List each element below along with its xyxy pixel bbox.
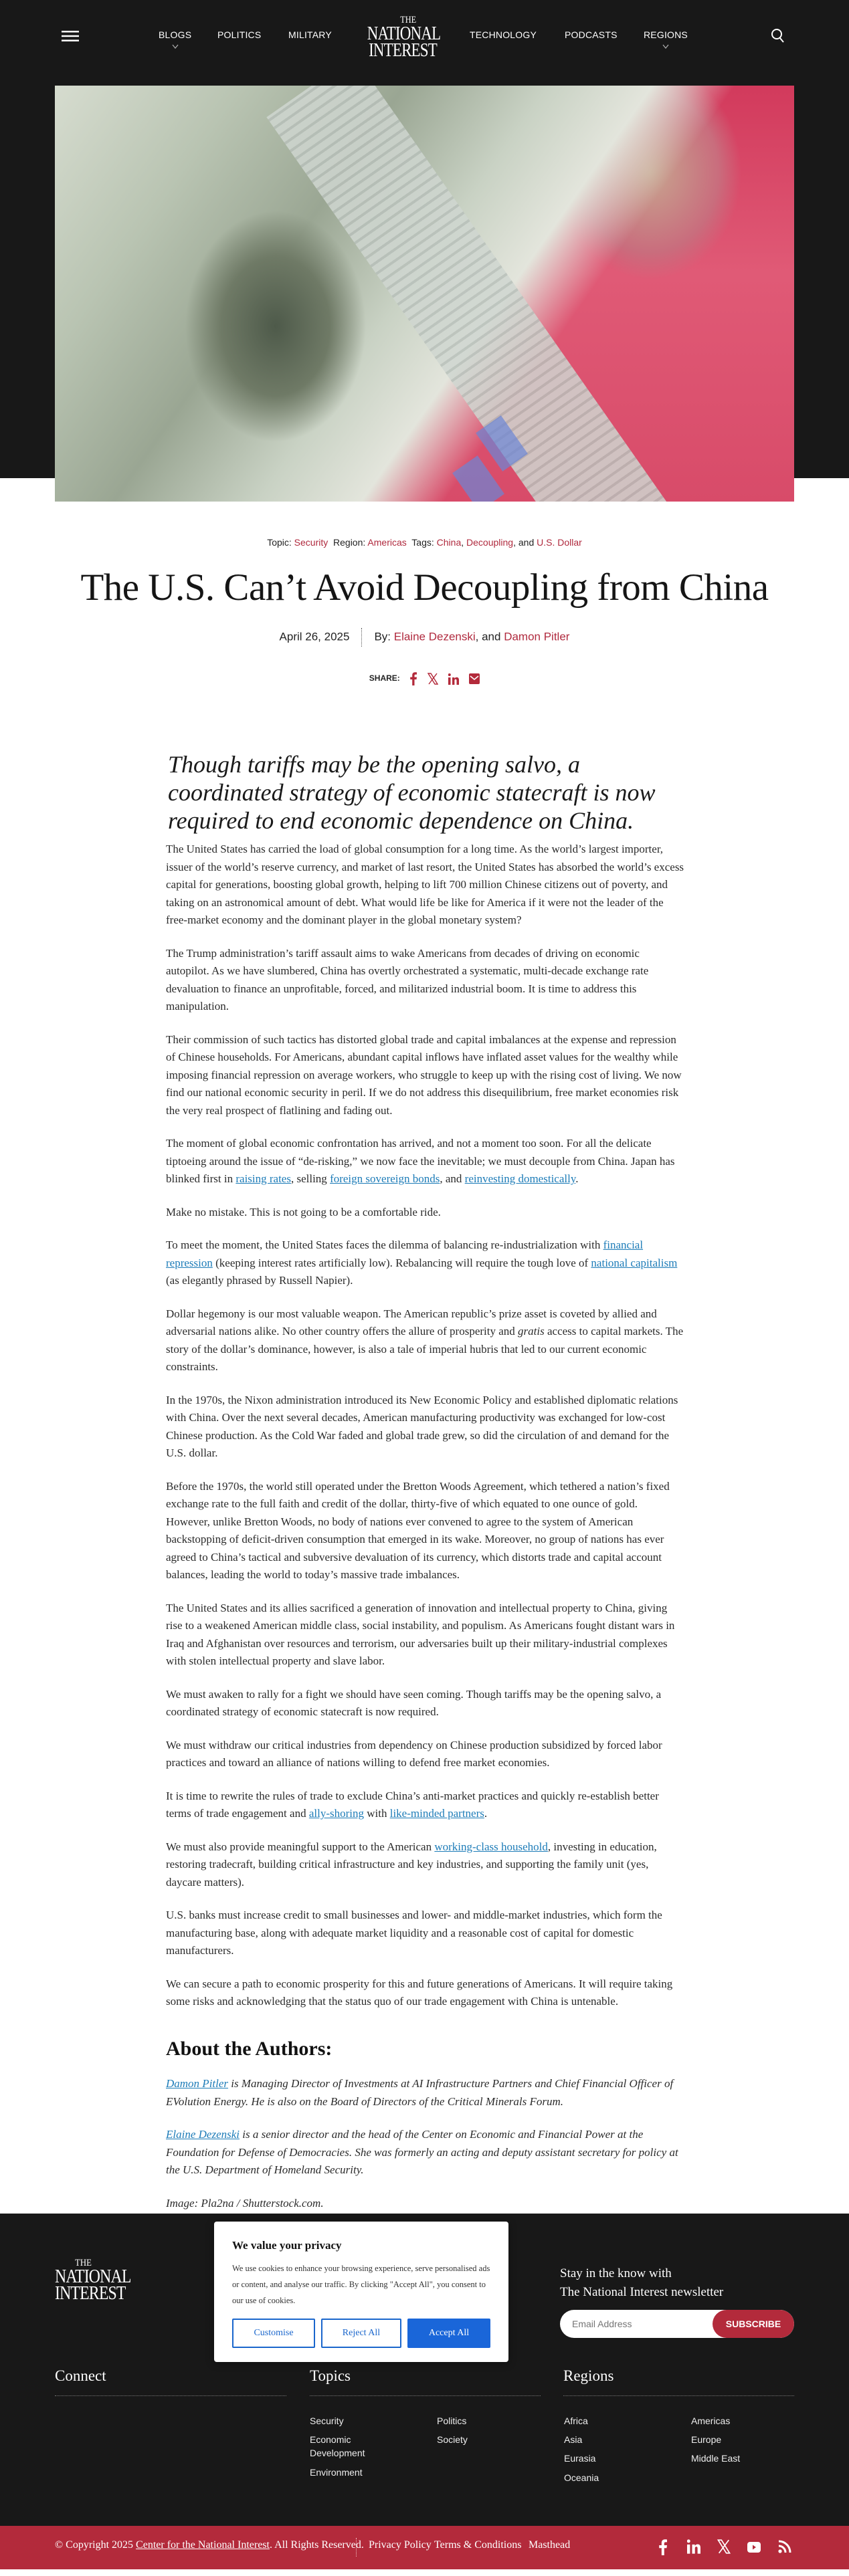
customise-button[interactable]: Customise: [232, 2319, 315, 2348]
footer-region-link[interactable]: Asia: [564, 2434, 583, 2445]
about-authors-heading: About the Authors:: [166, 2037, 333, 2060]
privacy-policy-link[interactable]: Privacy Policy: [369, 2539, 432, 2551]
article-paragraph: [166, 1135, 684, 1188]
logo-line: INTEREST: [369, 39, 437, 61]
tag-separator: , and: [513, 537, 535, 548]
divider: [361, 628, 362, 647]
main-nav: [0, 0, 849, 86]
newsletter-line: Stay in the know with: [560, 2266, 672, 2280]
newsletter-form: [560, 2310, 794, 2338]
footer-topic-link[interactable]: Security: [310, 2416, 344, 2426]
footer-region-link[interactable]: Middle East: [691, 2453, 741, 2464]
author-bio: [166, 2075, 684, 2111]
nav-technology[interactable]: TECHNOLOGY: [470, 29, 537, 40]
regions-heading: Regions: [563, 2367, 614, 2384]
paragraph-text: We must withdraw our critical industries from dependency on Chinese production subsidized by forced labor practices and toward an alliance of nations willing to defend free market economies.: [166, 1738, 662, 1769]
paragraph-text: U.S. banks must increase credit to small businesses and lower- and middle-market industries, which form the manufacturing base, along with adequate market liquidity and a reasonable cost of capital for domestic manufacturers.: [166, 1909, 662, 1957]
article-link[interactable]: ally-shoring: [308, 1807, 364, 1820]
footer-topic-link[interactable]: Economic: [310, 2434, 351, 2445]
paragraph-text: The Trump administration’s tariff assault aims to wake Americans from decades of driving on economic autopilot. As we have slumbered, China has overtly orchestrated a systematic, multi-decade exchange rate devaluation to finance an unprofitable, forced, and militarized industrial boom. It is time to address this manipulation.: [166, 946, 649, 1012]
article-link[interactable]: national capitalism: [591, 1256, 678, 1269]
author-bio: [166, 2195, 684, 2213]
footer-topic-link[interactable]: Politics: [437, 2416, 467, 2426]
tag-link[interactable]: U.S. Dollar: [537, 537, 582, 548]
paragraph-text: To meet the moment, the United States faces the dilemma of balancing re-industrialization with: [166, 1239, 603, 1251]
topics-heading: Topics: [310, 2367, 351, 2384]
footer-topic-link[interactable]: Environment: [310, 2467, 363, 2478]
author-link[interactable]: Damon Pitler: [504, 630, 570, 643]
paragraph-text: access to capital markets. The story of the dollar’s dominance, however, is also a tale of imperial hubris that led to our current economic constraints.: [166, 1325, 684, 1373]
paragraph-text: , selling: [290, 1172, 331, 1185]
author-bio: [166, 2126, 684, 2179]
article-body: [166, 841, 684, 2228]
footer-bottom-bar: [0, 2526, 849, 2569]
nav-regions[interactable]: [644, 29, 688, 40]
tag-separator: ,: [461, 537, 464, 548]
article-paragraph: [166, 1204, 684, 1222]
region-label: Region:: [333, 537, 366, 548]
paragraph-text: Their commission of such tactics has distorted global trade and capital imbalances at the expense and repression of Chinese households. For Americans, abundant capital inflows have inflated asset values for the wealthy while imposing financial repression on average workers, who struggle to keep up with the rising cost of living. We now find our national economic security in peril. If we do not address this disequilibrium, free market economies risk the very real prospect of flatlining and fading out.: [166, 1033, 682, 1117]
cookie-consent-dialog: [214, 2222, 508, 2362]
footer-logo[interactable]: [55, 2258, 131, 2304]
paragraph-text: Image: Pla2na / Shutterstock.com.: [166, 2196, 324, 2210]
topic-label: Topic:: [267, 537, 292, 548]
article-paragraph: [166, 1478, 684, 1584]
article-paragraph: [166, 1788, 684, 1823]
paragraph-text: is a senior director and the head of the Center on Economic and Financial Power at the Foundation for Defense of Democracies. She was formerly an acting and deputy assistant secretary for policy at the U.S. Department of Homeland Security.: [166, 2128, 678, 2176]
emphasis-text: gratis: [518, 1325, 545, 1337]
nav-politics[interactable]: POLITICS: [217, 29, 262, 40]
cookie-message: We use cookies to enhance your browsing experience, serve personalised ads or content, and analyse our traffic. By clicking "Accept All", you consent to our use of cookies.: [232, 2264, 490, 2305]
share-label: SHARE:: [369, 673, 400, 683]
cookie-title: We value your privacy: [232, 2239, 342, 2252]
paragraph-text: .: [575, 1172, 579, 1185]
facebook-icon[interactable]: [659, 2539, 667, 2555]
paragraph-text: We must also provide meaningful support to the American: [166, 1840, 435, 1853]
share-bar: [0, 672, 849, 685]
author-bios: [166, 2075, 684, 2212]
paragraph-text: Before the 1970s, the world still operated under the Bretton Woods Agreement, which tethered a nation’s fixed exchange rate to the full faith and credit of the dollar, thirty-five of which equated to one ounce of gold. However, unlike Bretton Woods, no body of nations ever convened to agree to the system of American backstopping of deficit-driven consumption that emerged in its wake. Moreover, no group of nations has ever agreed to China’s tactical and subversive devaluation of its currency, which distorts trade and capital account balances, leading the world to today’s massive trade imbalances.: [166, 1479, 670, 1581]
paragraph-text: We can secure a path to economic prosperity for this and future generations of Americans. It will require taking some risks and acknowledging that the status quo of our trade engagement with China is untenable.: [166, 1977, 673, 2008]
article-link[interactable]: working-class household: [434, 1840, 548, 1853]
masthead-link[interactable]: Masthead: [529, 2539, 571, 2551]
article-paragraph: [166, 841, 684, 930]
article-paragraph: [166, 1392, 684, 1463]
article-lede: Though tariffs may be the opening salvo, a coordinated strategy of economic statecraft is now required to end economic dependence on China.: [168, 751, 656, 834]
divider: [356, 2538, 357, 2557]
paragraph-text: The United States and its allies sacrificed a generation of innovation and intellectual property to China, giving rise to a weakened American middle class, social instability, and populism. As Americans fought distant wars in Iraq and Afghanistan over resources and terrorism, our adversaries built up their military-industrial complexes with stolen intellectual property and slave labor.: [166, 1601, 675, 1667]
paragraph-text: with: [363, 1807, 390, 1820]
paragraph-text: (keeping interest rates artificially low). Rebalancing will require the tough love of: [212, 1256, 591, 1269]
logo-line: INTEREST: [55, 2282, 126, 2304]
article-paragraph: [166, 1237, 684, 1290]
paragraph-text: It is time to rewrite the rules of trade to exclude China’s anti-market practices and quickly re-establish better terms of trade engagement and: [166, 1789, 659, 1820]
article-byline: [0, 628, 849, 647]
site-logo[interactable]: [367, 16, 439, 59]
footer-region-link[interactable]: Eurasia: [564, 2453, 596, 2464]
facebook-icon[interactable]: [410, 672, 417, 685]
copyright-text: . All Rights Reserved.: [269, 2539, 364, 2551]
footer-region-link[interactable]: Europe: [691, 2434, 722, 2445]
author-separator: , and: [475, 630, 501, 643]
author-link[interactable]: Elaine Dezenski: [393, 630, 476, 643]
paragraph-text: .: [484, 1807, 488, 1820]
hamburger-menu-icon[interactable]: [62, 31, 79, 41]
paragraph-text: Make no mistake. This is not going to be a comfortable ride.: [166, 1205, 441, 1218]
publish-date: April 26, 2025: [279, 630, 350, 643]
paragraph-text: We must awaken to rally for a fight we should have seen coming. Though tariffs may be the opening salvo, a coordinated strategy of economic statecraft is now required.: [166, 1687, 662, 1718]
tag-link[interactable]: China: [436, 537, 462, 548]
divider: [310, 2395, 541, 2396]
article-paragraph: [166, 1838, 684, 1892]
divider: [563, 2395, 794, 2396]
youtube-icon[interactable]: [747, 2542, 761, 2553]
newsletter-line: The National Interest newsletter: [560, 2285, 724, 2299]
article-link[interactable]: reinvesting domestically: [464, 1172, 576, 1185]
chevron-down-icon: [662, 44, 669, 49]
x-twitter-icon[interactable]: [428, 673, 438, 685]
terms-link[interactable]: Terms & Conditions: [434, 2539, 522, 2551]
cfni-link[interactable]: Center for the National Interest: [136, 2539, 270, 2551]
email-input[interactable]: [560, 2310, 721, 2338]
article-link[interactable]: financial repression: [166, 1239, 644, 1269]
reject-all-button[interactable]: Reject All: [321, 2319, 401, 2348]
article-paragraph: [166, 1686, 684, 1721]
paragraph-text: is Managing Director of Investments at AI Infrastructure Partners and Chief Financial Officer of EVolution Energy. He is also on the Board of Directors of the Critical Minerals Forum.: [166, 2077, 674, 2108]
footer-region-link[interactable]: Americas: [691, 2416, 731, 2426]
subscribe-button[interactable]: SUBSCRIBE: [713, 2310, 794, 2338]
search-icon[interactable]: [771, 28, 785, 44]
divider: [55, 2395, 286, 2396]
nav-label: REGIONS: [644, 29, 688, 40]
article-paragraph: [166, 1600, 684, 1671]
article-paragraphs: [166, 841, 684, 2011]
article-paragraph: [166, 1975, 684, 2011]
hero-image-dollar-yuan: [55, 86, 794, 502]
nav-label: BLOGS: [159, 29, 192, 40]
paragraph-text: The United States has carried the load of global consumption for a long time. As the world’s largest importer, issuer of the world’s reserve currency, and market of last resort, the United States has absorbed the world’s excess capital for generations, boosting global growth, helping to lift 700 million Chinese citizens out of poverty, and taking on an astronomical amount of debt. What would life be like for America if it were not the leader of the free-market economy and the dominant player in the global monetary system?: [166, 843, 684, 926]
rss-icon[interactable]: [778, 2539, 791, 2554]
paragraph-text: The moment of global economic confrontation has arrived, and not a moment too soon. For all the delicate tiptoeing around the issue of “de-risking,” we now face the inevitable; we must decouple from China. Japan has blinked first in: [166, 1137, 675, 1185]
email-icon[interactable]: [469, 673, 480, 684]
tag-link[interactable]: Decoupling: [466, 537, 514, 548]
article-paragraph: [166, 1737, 684, 1772]
newsletter-prompt: [560, 2264, 723, 2302]
article-paragraph: [166, 1305, 684, 1376]
linkedin-icon[interactable]: [448, 673, 459, 685]
article-title: The U.S. Can’t Avoid Decoupling from China: [80, 566, 769, 609]
paragraph-text: Dollar hegemony is our most valuable weapon. The American republic’s prize asset is coveted by allied and adversarial nations alike. No other country offers the allure of prosperity and: [166, 1307, 657, 1337]
footer-topic-link[interactable]: Society: [437, 2434, 468, 2445]
cookie-buttons: [232, 2319, 490, 2348]
paragraph-text: In the 1970s, the Nixon administration introduced its New Economic Policy and established diplomatic relations with China. Over the next several decades, American manufacturing productivity was exchanged for low-cost Chinese production. As the Cold War faded and global trade grew, so did the circulation of and demand for the U.S. dollar.: [166, 1393, 678, 1459]
chevron-down-icon: [172, 44, 179, 49]
footer-region-link[interactable]: Oceania: [564, 2472, 599, 2483]
region-link[interactable]: Americas: [367, 537, 407, 548]
paragraph-text: (as elegantly phrased by Russell Napier).: [166, 1274, 353, 1287]
copyright: [55, 2539, 364, 2551]
article-taxonomy: [0, 537, 849, 548]
article-paragraph: [166, 1031, 684, 1120]
article-paragraph: [166, 1907, 684, 1960]
topic-link[interactable]: Security: [294, 537, 328, 548]
tags-label: Tags:: [411, 537, 434, 548]
article-link[interactable]: Elaine Dezenski: [166, 2128, 240, 2141]
nav-military[interactable]: MILITARY: [288, 29, 332, 40]
logo-line: THE: [400, 15, 417, 25]
article-link[interactable]: like-minded partners: [389, 1807, 484, 1820]
nav-podcasts[interactable]: PODCASTS: [565, 29, 618, 40]
by-label: By:: [374, 630, 391, 643]
article-link[interactable]: foreign sovereign bonds: [330, 1172, 440, 1185]
paragraph-text: , investing in education, restoring tradecraft, building critical infrastructure and key industries, and supporting the family unit (yes, daycare matters).: [166, 1840, 657, 1889]
copyright-text: © Copyright 2025: [55, 2539, 136, 2551]
connect-heading: Connect: [55, 2367, 106, 2384]
article-link[interactable]: Damon Pitler: [166, 2077, 229, 2090]
article-paragraph: [166, 945, 684, 1016]
paragraph-text: , and: [440, 1172, 465, 1185]
footer-topic-link[interactable]: Development: [310, 2448, 365, 2458]
logo-line: NATIONAL: [55, 2266, 131, 2287]
accept-all-button[interactable]: Accept All: [407, 2319, 490, 2348]
nav-blogs[interactable]: [159, 29, 191, 40]
footer-region-link[interactable]: Africa: [564, 2416, 588, 2426]
logo-line: THE: [75, 2258, 92, 2268]
logo-line: NATIONAL: [367, 23, 441, 44]
article-link[interactable]: raising rates: [235, 1172, 291, 1185]
linkedin-icon[interactable]: [687, 2539, 700, 2554]
x-twitter-icon[interactable]: [717, 2539, 731, 2554]
